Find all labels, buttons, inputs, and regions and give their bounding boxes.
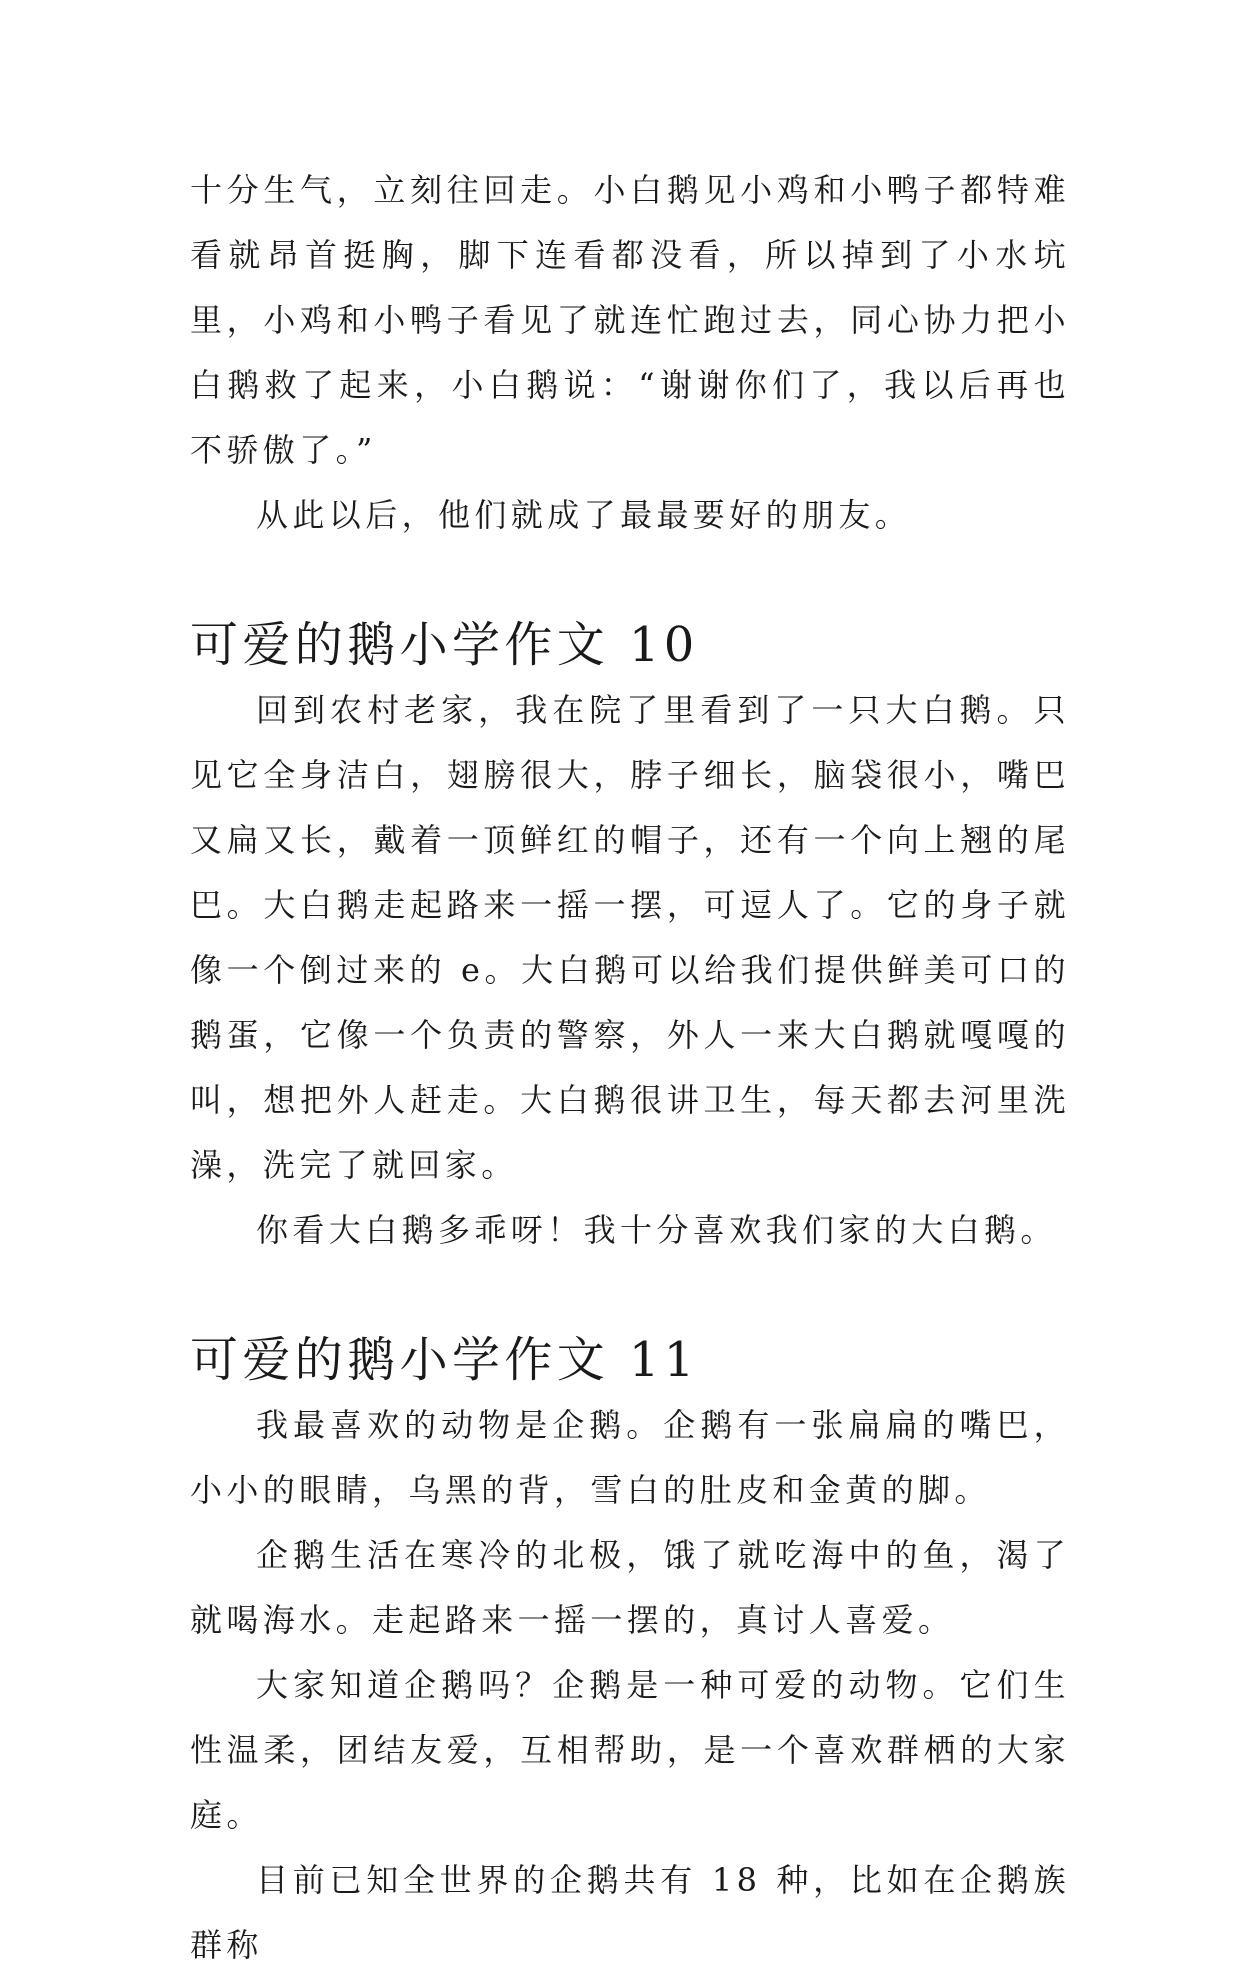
section-heading-10: 可爱的鹅小学作文 10: [190, 617, 699, 673]
paragraph-penguin-favorite: 我最喜欢的动物是企鹅。企鹅有一张扁扁的嘴巴，小小的眼睛，乌黑的背，雪白的肚皮和金黄的脚。: [190, 1406, 1070, 1509]
paragraph-penguin-species: 目前已知全世界的企鹅共有 18 种，比如在企鹅族群称: [190, 1861, 1070, 1964]
paragraph-story-ending: 十分生气，立刻往回走。小白鹅见小鸡和小鸭子都特难看就昂首挺胸，脚下连看都没看，所以掉到了小水坑里，小鸡和小鸭子看见了就连忙跑过去，同心协力把小白鹅救了起来，小白鹅说：“谢谢你们了，我以后再也不骄傲了。”: [190, 171, 1070, 469]
paragraph-goose-like: 你看大白鹅多乖呀！我十分喜欢我们家的大白鹅。: [256, 1211, 1057, 1249]
paragraph-penguin-habitat: 企鹅生活在寒冷的北极，饿了就吃海中的鱼，渴了就喝海水。走起路来一摇一摆的，真讨人喜爱。: [190, 1536, 1070, 1639]
paragraph-white-goose: 回到农村老家，我在院了里看到了一只大白鹅。只见它全身洁白，翅膀很大，脖子细长，脑袋很小，嘴巴又扁又长，戴着一顶鲜红的帽子，还有一个向上翘的尾巴。大白鹅走起路来一摇一摆，可逗人了。它的身子就像一个倒过来的 e。大白鹅可以给我们提供鲜美可口的鹅蛋，它像一个负责的警察，外人一来大白鹅就嘎嘎的叫，想把外人赶走。大白鹅很讲卫生，每天都去河里洗澡，洗完了就回家。: [190, 691, 1070, 1184]
paragraph-friends: 从此以后，他们就成了最最要好的朋友。: [256, 496, 912, 534]
section-heading-11: 可爱的鹅小学作文 11: [190, 1332, 699, 1388]
document-body: [190, 158, 1070, 1978]
paragraph-penguin-family: 大家知道企鹅吗？企鹅是一种可爱的动物。它们生性温柔，团结友爱，互相帮助，是一个喜欢群栖的大家庭。: [190, 1666, 1070, 1834]
